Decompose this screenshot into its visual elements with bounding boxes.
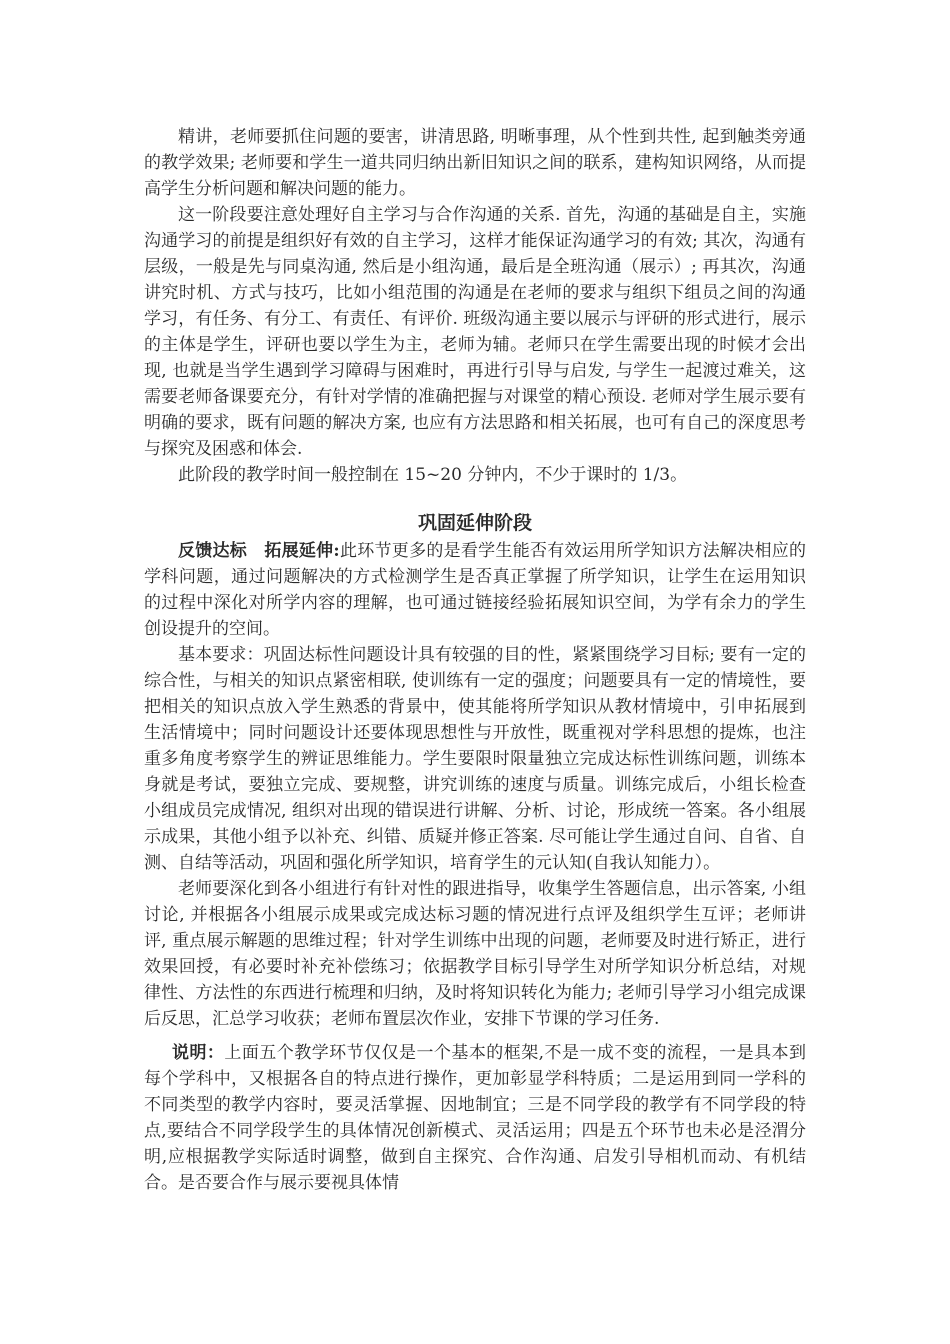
paragraph-intro: 精讲，老师要抓住问题的要害，讲清思路, 明晰事理，从个性到共性, 起到触类旁通的教学效果; 老师要和学生一道共同归纳出新旧知识之间的联系，建构知识网络，从而提高学生分析问题和解决问题的能力。 [144, 127, 806, 199]
paragraph-requirements: 基本要求：巩固达标性问题设计具有较强的目的性，紧紧围绕学习目标; 要有一定的综合性，与相关的知识点紧密相联, 使训练有一定的强度；问题要具有一定的情境性，要把相关的知识点放入学生熟悉的背景中，使其能将所学知识从教材情境中，引申拓展到生活情境中；同时问题设计还要体现思想性与开放性，既重视对学科思想的提炼，也注重多角度考察学生的辨证思维能力。学生要限时限量独立完成达标性训练问题，训练本身就是考试，要独立完成、要规整，讲究训练的速度与质量。训练完成后，小组长检查小组成员完成情况, 组织对出现的错误进行讲解、分析、讨论，形成统一答案。各小组展示成果，其他小组予以补充、纠错、质疑并修正答案. 尽可能让学生通过自问、自省、自测、自结等活动，巩固和强化所学知识，培育学生的元认知(自我认知能力）。 [144, 645, 806, 873]
paragraph-note-lead: 说明： [172, 1043, 225, 1063]
paragraph-feedback-lead: 反馈达标 拓展延伸: [178, 541, 340, 561]
section-title: 巩固延伸阶段 [417, 512, 532, 534]
paragraph-communication: 这一阶段要注意处理好自主学习与合作沟通的关系. 首先，沟通的基础是自主，实施沟通学习的前提是组织好有效的自主学习，这样才能保证沟通学习的有效; 其次，沟通有层级，一般是先与同桌沟通, 然后是小组沟通，最后是全班沟通（展示）; 再其次，沟通讲究时机、方式与技巧，比如小组范围的沟通是在老师的要求与组织下组员之间的沟通学习，有任务、有分工、有责任、有评价. 班级沟通主要以展示与评研的形式进行，展示的主体是学生，评研也要以学生为主，老师为辅。老师只在学生需要出现的时候才会出现, 也就是当学生遇到学习障碍与困难时，再进行引导与启发, 与学生一起渡过难关，这需要老师备课要充分，有针对学情的准确把握与对课堂的精心预设. 老师对学生展示要有明确的要求，既有问题的解决方案, 也应有方法思路和相关拓展，也可有自己的深度思考与探究及困惑和体会. [144, 205, 806, 459]
paragraph-feedback-body: 此环节更多的是看学生能否有效运用所学知识方法解决相应的学科问题，通过问题解决的方式检测学生是否真正掌握了所学知识，让学生在运用知识的过程中深化对所学内容的理解，也可通过链接经验拓展知识空间，为学有余力的学生创设提升的空间。 [144, 541, 807, 639]
document-page [144, 124, 806, 1196]
paragraph-note-body: 上面五个教学环节仅仅是一个基本的框架,不是一成不变的流程，一是具本到每个学科中，又根据各自的特点进行操作，更加彰显学科特质；二是运用到同一学科的不同类型的教学内容时，要灵活掌握、因地制宜；三是不同学段的教学有不同学段的特点,要结合不同学段学生的具体情况创新模式、灵活运用；四是五个环节也未必是泾渭分明,应根据教学实际适时调整，做到自主探究、合作沟通、启发引导相机而动、有机结合。是否要合作与展示要视具体情 [144, 1043, 807, 1193]
paragraph-note [144, 1040, 806, 1196]
paragraph-time: 此阶段的教学时间一般控制在 15~20 分钟内，不少于课时的 1/3。 [178, 465, 688, 485]
paragraph-feedback [144, 538, 806, 642]
paragraph-teacher-guidance: 老师要深化到各小组进行有针对性的跟进指导，收集学生答题信息，出示答案, 小组讨论, 并根据各小组展示成果或完成达标习题的情况进行点评及组织学生互评；老师讲评, 重点展示解题的思维过程；针对学生训练中出现的问题，老师要及时进行矫正，进行效果回授，有必要时补充补偿练习；依据教学目标引导学生对所学知识分析总结，对规律性、方法性的东西进行梳理和归纳，及时将知识转化为能力; 老师引导学习小组完成课后反思，汇总学习收获；老师布置层次作业，安排下节课的学习任务. [144, 879, 806, 1029]
